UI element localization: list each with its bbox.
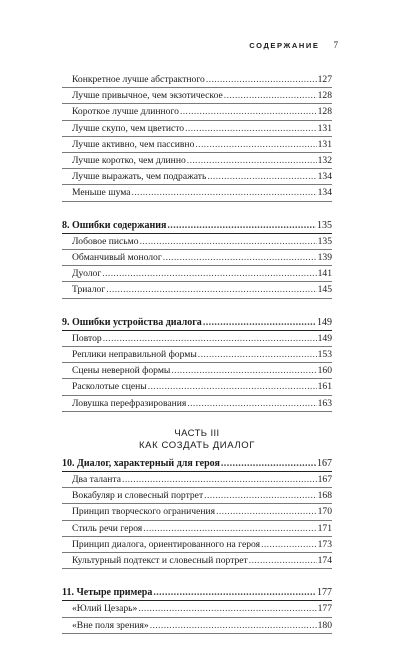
toc-entry	[62, 153, 332, 169]
entry-page-number: 153	[317, 349, 332, 361]
running-header	[0, 40, 338, 50]
entry-page-number: 160	[317, 365, 332, 377]
toc-entry	[62, 347, 332, 363]
entry-page-number: 134	[317, 171, 332, 183]
entry-title: Принцип творческого ограничения	[72, 506, 216, 518]
entry-page-number: 170	[317, 506, 332, 518]
dot-leader	[150, 618, 317, 633]
entry-page-number: 132	[317, 155, 332, 167]
entry-title: Дуолог	[72, 268, 102, 280]
toc-entry	[62, 553, 332, 569]
entry-page-number: 167	[317, 474, 332, 486]
entry-page-number: 173	[317, 538, 332, 550]
dot-leader	[103, 331, 317, 346]
entry-title: Короткое лучше длинного	[72, 106, 179, 118]
toc-entry	[62, 104, 332, 120]
entry-page-number: 127	[317, 74, 332, 85]
dot-leader	[102, 266, 316, 281]
entry-page-number: 177	[317, 603, 332, 615]
dot-leader	[204, 488, 316, 503]
dot-leader	[249, 553, 317, 568]
toc-entry	[62, 282, 332, 298]
toc-entry	[62, 488, 332, 504]
entry-page-number: 161	[317, 381, 332, 393]
chapter-entry	[62, 218, 332, 234]
toc-block	[62, 456, 332, 569]
chapter-title: 8. Ошибки содержания	[62, 219, 167, 231]
dot-leader	[185, 121, 317, 136]
entry-page-number: 171	[317, 522, 332, 534]
dot-leader	[187, 396, 316, 411]
dot-leader	[163, 250, 317, 265]
entry-title: Лучше скупо, чем цветисто	[72, 122, 185, 134]
entry-title: Культурный подтекст и словесный портрет	[72, 555, 248, 567]
entry-title: Реплики неправильной формы	[72, 349, 197, 361]
entry-page-number: 174	[317, 555, 332, 567]
toc-block	[62, 315, 332, 412]
toc-entry	[62, 601, 332, 617]
chapter-entry	[62, 315, 332, 331]
toc-block	[62, 72, 332, 202]
dot-leader	[187, 153, 317, 168]
entry-title: Меньше шума	[72, 187, 131, 199]
dot-leader	[216, 504, 317, 519]
toc-entry	[62, 363, 332, 379]
entry-page-number: 163	[317, 397, 332, 409]
entry-title: Лучше выражать, чем подражать	[72, 171, 207, 183]
entry-title: «Юлий Цезарь»	[72, 603, 138, 615]
dot-leader	[206, 72, 317, 87]
table-of-contents	[62, 72, 332, 650]
dot-leader	[195, 137, 316, 152]
chapter-entry	[62, 456, 332, 472]
entry-page-number: 128	[317, 106, 332, 118]
entry-title: Вокабуляр и словесный портрет	[72, 490, 204, 502]
entry-title: Лучше привычное, чем экзотическое	[72, 90, 223, 102]
dot-leader	[171, 363, 316, 378]
toc-entry	[62, 121, 332, 137]
toc-entry	[62, 521, 332, 537]
dot-leader	[221, 456, 316, 471]
toc-section	[62, 456, 332, 634]
chapter-title: 10. Диалог, характерный для героя	[62, 457, 220, 469]
entry-page-number: 145	[317, 284, 332, 296]
entry-title: Стиль речи героя	[72, 522, 143, 534]
entry-page-number: 131	[317, 122, 332, 134]
running-title: СОДЕРЖАНИЕ	[249, 41, 320, 50]
dot-leader	[167, 218, 316, 233]
chapter-title: 11. Четыре примера	[62, 587, 153, 599]
entry-page-number: 167	[317, 457, 332, 469]
dot-leader	[122, 472, 317, 487]
entry-title: Два таланта	[72, 474, 122, 486]
entry-page-number: 128	[317, 90, 332, 102]
entry-page-number: 139	[317, 252, 332, 264]
part-number: ЧАСТЬ III	[174, 427, 220, 439]
entry-page-number: 180	[317, 619, 332, 631]
entry-page-number: 135	[317, 235, 332, 247]
toc-entry	[62, 250, 332, 266]
entry-page-number: 149	[317, 316, 332, 328]
toc-entry	[62, 504, 332, 520]
dot-leader	[180, 104, 317, 119]
entry-title: Ловушка перефразирования	[72, 397, 187, 409]
dot-leader	[198, 347, 317, 362]
part-title: КАК СОЗДАТЬ ДИАЛОГ	[139, 439, 255, 451]
dot-leader	[203, 315, 316, 330]
entry-title: Триалог	[72, 284, 106, 296]
chapter-title: 9. Ошибки устройства диалога	[62, 316, 202, 328]
entry-title: Лучше активно, чем пассивно	[72, 138, 195, 150]
entry-title: Обманчивый монолог	[72, 252, 162, 264]
entry-page-number: 131	[317, 138, 332, 150]
toc-entry	[62, 379, 332, 395]
toc-entry	[62, 88, 332, 104]
toc-entry	[62, 618, 332, 634]
toc-entry	[62, 72, 332, 88]
toc-section	[62, 72, 332, 412]
part-heading	[62, 428, 332, 452]
entry-page-number: 141	[317, 268, 332, 280]
toc-entry	[62, 234, 332, 250]
entry-title: Лучше коротко, чем длинно	[72, 155, 186, 167]
toc-entry	[62, 266, 332, 282]
entry-title: Конкретное лучше абстрактного	[72, 74, 205, 85]
dot-leader	[106, 282, 316, 297]
entry-title: Лобовое письмо	[72, 235, 139, 247]
entry-title: «Вне поля зрения»	[72, 619, 149, 631]
dot-leader	[148, 379, 317, 394]
toc-entry	[62, 137, 332, 153]
toc-entry	[62, 185, 332, 201]
entry-title: Расколотые сцены	[72, 381, 147, 393]
entry-page-number: 135	[317, 219, 332, 231]
entry-title: Повтор	[72, 332, 102, 344]
toc-entry	[62, 472, 332, 488]
toc-block	[62, 218, 332, 299]
entry-page-number: 177	[317, 587, 332, 599]
toc-entry	[62, 396, 332, 412]
entry-title: Принцип диалога, ориентированного на героя	[72, 538, 261, 550]
dot-leader	[143, 521, 316, 536]
toc-entry	[62, 537, 332, 553]
dot-leader	[224, 88, 317, 103]
dot-leader	[207, 169, 316, 184]
toc-entry	[62, 169, 332, 185]
entry-title: Сцены неверной формы	[72, 365, 171, 377]
page-number: 7	[333, 40, 338, 50]
dot-leader	[261, 537, 317, 552]
dot-leader	[140, 234, 317, 249]
chapter-entry	[62, 585, 332, 601]
dot-leader	[132, 185, 317, 200]
dot-leader	[153, 585, 316, 600]
entry-page-number: 134	[317, 187, 332, 199]
toc-block	[62, 585, 332, 634]
entry-page-number: 168	[317, 490, 332, 502]
entry-page-number: 149	[317, 332, 332, 344]
dot-leader	[138, 601, 316, 616]
toc-entry	[62, 331, 332, 347]
